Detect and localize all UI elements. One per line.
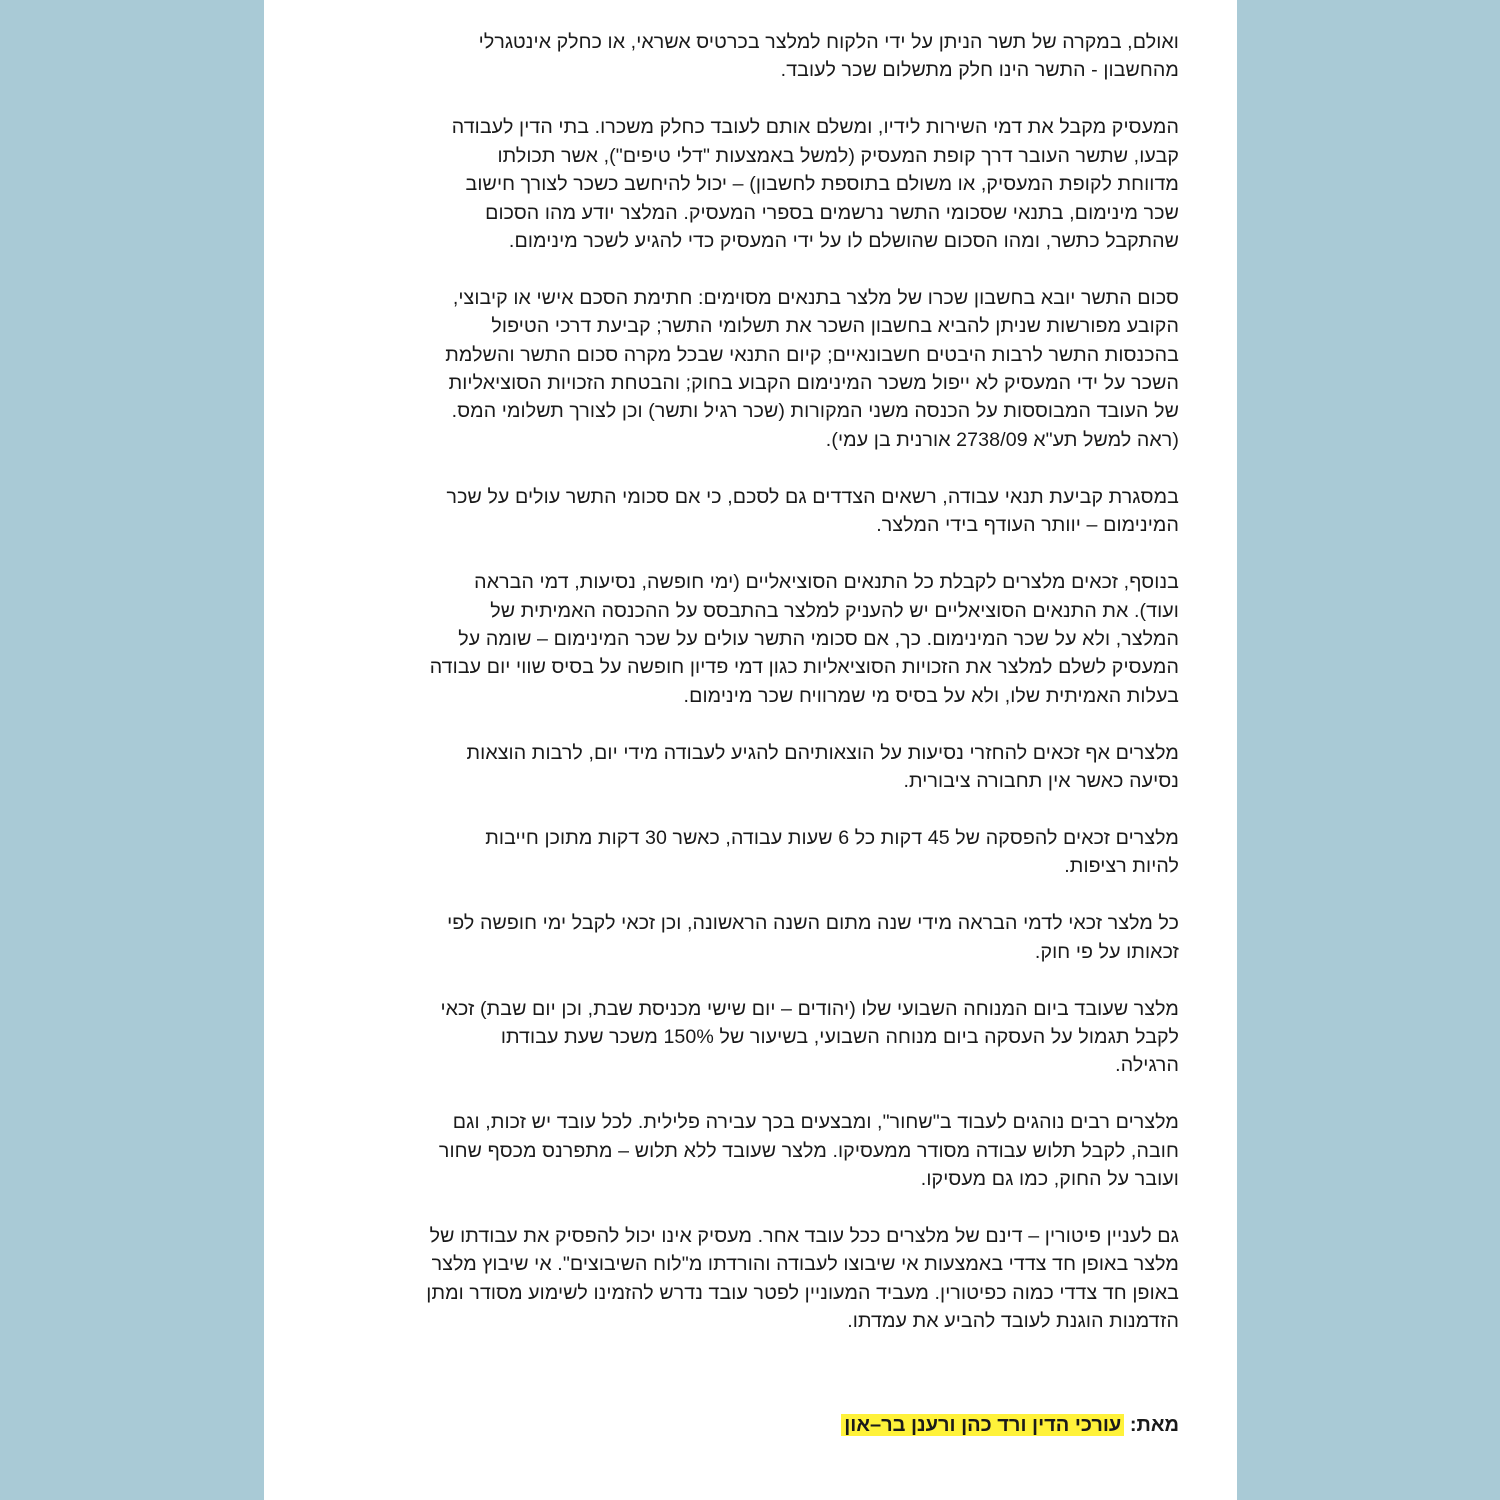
- signature-label: מאת:: [1129, 1414, 1179, 1436]
- paragraph-line: מלצרים זכאים להפסקה של 45 דקות כל 6 שעות עבודה, כאשר 30 דקות מתוכן חייבות: [485, 826, 1179, 849]
- paragraph-line: הרגילה.: [1115, 1054, 1179, 1077]
- paragraph-line: בעלות האמיתית שלו, ולא על בסיס מי שמרוויח שכר מינימום.: [683, 684, 1179, 707]
- signature-line: [841, 1411, 1179, 1439]
- paragraph-line: מדווחת לקופת המעסיק, או משולם בתוספת לחשבון) – יכול להיחשב כשכר לצורך חישוב: [465, 173, 1179, 196]
- paragraph: [312, 284, 1179, 454]
- paragraph-line: קבעו, שתשר העובר דרך קופת המעסיק (למשל באמצעות "דלי טיפים"), אשר תכולתו: [497, 144, 1179, 167]
- paragraph-line: הקובע מפורשות שניתן להביא בחשבון השכר את תשלומי התשר; קביעת דרכי הטיפול: [491, 315, 1179, 338]
- paragraph: [312, 995, 1179, 1080]
- paragraph-line: לקבל תגמול על העסקה ביום מנוחה השבועי, בשיעור של 150% משכר שעת עבודתו: [500, 1025, 1179, 1048]
- paragraph: [312, 1108, 1179, 1193]
- paragraph-line: באופן חד צדדי כמוה כפיטורין. מעביד המעוניין לפטר עובד נדרש להזמינו לשימוע מסודר ומתן: [426, 1281, 1179, 1304]
- paragraph: [312, 483, 1179, 540]
- paragraph-line: מלצרים אף זכאים להחזרי נסיעות על הוצאותיהם להגיע לעבודה מידי יום, לרבות הוצאות: [466, 741, 1179, 764]
- paragraph: [312, 113, 1179, 255]
- paragraph-line: במסגרת קביעת תנאי עבודה, רשאים הצדדים גם לסכם, כי אם סכומי התשר עולים על שכר: [446, 485, 1179, 508]
- document-page: [264, 0, 1237, 1500]
- paragraph-line: סכום התשר יובא בחשבון שכרו של מלצר בתנאים מסוימים: חתימת הסכם אישי או קיבוצי,: [452, 286, 1179, 309]
- paragraph-line: בהכנסות התשר לרבות היבטים חשבונאיים; קיום התנאי שבכל מקרה סכום התשר והשלמת: [445, 343, 1179, 366]
- paragraph-line: ועוד). את התנאים הסוציאליים יש להעניק למלצר בהתבסס על ההכנסה האמיתית של: [490, 599, 1179, 622]
- paragraph-line: חובה, לקבל תלוש עבודה מסודר ממעסיקו. מלצר שעובד ללא תלוש – מתפרנס מכסף שחור: [438, 1139, 1179, 1162]
- paragraph-line: מלצר שעובד ביום המנוחה השבועי שלו (יהודים – יום שישי מכניסת שבת, וכן יום שבת) זכאי: [440, 997, 1179, 1020]
- paragraph: [312, 28, 1179, 85]
- paragraph-line: הזדמנות הוגנת לעובד להביע את עמדתו.: [847, 1310, 1179, 1333]
- paragraph-line: המלצר, ולא על שכר המינימום. כך, אם סכומי התשר עולים על שכר המינימום – שומה על: [458, 627, 1179, 650]
- paragraph: [312, 824, 1179, 881]
- paragraph-line: המינימום – יוותר העודף בידי המלצר.: [876, 514, 1179, 537]
- paragraph-line: השכר על ידי המעסיק לא ייפול משכר המינימום הקבוע בחוק; והבטחת הזכויות הסוציאליות: [448, 372, 1179, 395]
- paragraph-line: מהחשבון - התשר הינו חלק מתשלום שכר לעובד.: [780, 59, 1179, 82]
- paragraph: [312, 909, 1179, 966]
- signature-authors: עורכי הדין ורד כהן ורענן בר–און: [841, 1414, 1124, 1436]
- paragraph-line: זכאותו על פי חוק.: [1034, 940, 1179, 963]
- paragraph-line: ועובר על החוק, כמו גם מעסיקו.: [920, 1168, 1179, 1191]
- paragraph-line: בנוסף, זכאים מלצרים לקבלת כל התנאים הסוציאליים (ימי חופשה, נסיעות, דמי הבראה: [474, 571, 1179, 594]
- paragraph-line: (ראה למשל תע"א 2738/09 אורנית בן עמי).: [825, 428, 1179, 451]
- paragraph-line: שהתקבל כתשר, ומהו הסכום שהושלם לו על ידי המעסיק כדי להגיע לשכר מינימום.: [508, 229, 1179, 252]
- paragraph-line: המעסיק לשלם למלצר את הזכויות הסוציאליות כגון דמי פדיון חופשה על בסיס שווי יום עבודה: [429, 656, 1179, 679]
- paragraph-line: שכר מינימום, בתנאי שסכומי התשר נרשמים בספרי המעסיק. המלצר יודע מהו הסכום: [485, 201, 1179, 224]
- paragraph-line: ואולם, במקרה של תשר הניתן על ידי הלקוח למלצר בכרטיס אשראי, או כחלק אינטגרלי: [478, 31, 1179, 53]
- paragraph-line: כל מלצר זכאי לדמי הבראה מידי שנה מתום השנה הראשונה, וכן זכאי לקבל ימי חופשה לפי: [447, 912, 1179, 935]
- paragraph-line: להיות רציפות.: [1064, 855, 1179, 878]
- paragraph-line: המעסיק מקבל את דמי השירות לידיו, ומשלם אותם לעובד כחלק משכרו. בתי הדין לעבודה: [451, 116, 1179, 139]
- paragraph-line: גם לעניין פיטורין – דינם של מלצרים ככל עובד אחר. מעסיק אינו יכול להפסיק את עבודתו של: [429, 1225, 1179, 1247]
- paragraph: [312, 739, 1179, 796]
- paragraph-line: מלצרים רבים נוהגים לעבוד ב"שחור", ומבצעים בכך עבירה פלילית. לכל עובד יש זכות, וגם: [452, 1111, 1179, 1134]
- paragraph: [312, 568, 1179, 710]
- paragraph: [312, 1222, 1179, 1336]
- paragraph-line: נסיעה כאשר אין תחבורה ציבורית.: [903, 770, 1179, 793]
- paragraph-line: מלצר באופן חד צדדי באמצעות אי שיבוצו לעבודה והורדתו מ"לוח השיבוצים". אי שיבוץ מלצר: [431, 1253, 1179, 1276]
- document-body: [312, 28, 1179, 1336]
- paragraph-line: של העובד המבוססות על הכנסה משני המקורות (שכר רגיל ותשר) וכן לצורך תשלומי המס.: [451, 400, 1179, 423]
